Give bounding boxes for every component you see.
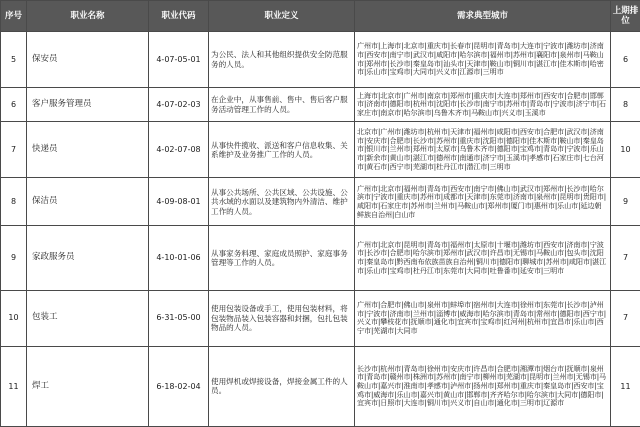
occupation-name: 焊工	[27, 346, 149, 426]
occupation-name: 包装工	[27, 290, 149, 346]
header-name: 职业名称	[27, 1, 149, 32]
table-row	[1, 88, 640, 122]
typical-cities: 广州市|合肥市|佛山市|泉州市|蚌埠市|宿州市|大连市|徐州市|东莞市|长沙市|泸州市|宁波市|济南市|兰州市|淄博市|威海市|哈尔滨市|青岛市|常州市|德阳市|西宁市|兴义市|攀枝花市|抚顺市|通化市|宜宾市|宝鸡市|红河州|杭州市|宜昌市|乐山市|西宁市|芜湖市|大同市	[355, 290, 611, 346]
row-no: 8	[1, 178, 27, 226]
previous-rank: 8	[611, 88, 640, 122]
header-row	[1, 1, 640, 32]
row-no: 5	[1, 32, 27, 88]
typical-cities: 广州市|上海市|北京市|重庆市|长春市|昆明市|青岛市|大连市|宁波市|潍坊市|济南市|西安市|南宁市|武汉市|咸阳市|哈尔滨市|福州市|苏州市|襄阳市|泉州市|马鞍山市|郑州市|长沙市|秦皇岛市|汕头市|天津市|鞍山市|铜川市|湛江市|佳木斯市|哈密市|乐山市|宝鸡市|大同市|兴义市|江源市|三明市	[355, 32, 611, 88]
row-no: 9	[1, 226, 27, 290]
occupation-name: 客户服务管理员	[27, 88, 149, 122]
occupation-code: 4-10-01-06	[149, 226, 209, 290]
table-row	[1, 290, 640, 346]
header-cities: 需求典型城市	[355, 1, 611, 32]
previous-rank: 7	[611, 226, 640, 290]
occupation-code: 4-07-02-03	[149, 88, 209, 122]
typical-cities: 上海市|北京市|广州市|南京市|郑州市|重庆市|大连市|郑州市|西安市|合肥市|邯郸市|济南市|德阳市|杭州市|沈阳市|长沙市|南宁市|苏州市|青岛市|宁波市|济宁市|石家庄市|南京市|哈尔滨市|乌鲁木齐市|马鞍山市|兴义市|玉溪市	[355, 88, 611, 122]
occupation-definition: 从事公共场所、公共区域、公共设施、公共水域的水面以及建筑物内外清洁、维护工作的人员。	[209, 178, 355, 226]
occupation-definition: 为公民、法人和其他组织提供安全防范服务的人员。	[209, 32, 355, 88]
typical-cities: 长沙市|杭州市|青岛市|徐州市|安庆市|许昌市|合肥市|湘潭市|烟台市|抚顺市|泉州市|青岛市|赣州市|株洲市|苏州市|南宁市|柳州市|芜湖市|昆明市|兰州市|无锡市|马鞍山市|嘉兴市|淮南市|孝感市|泸州市|扬州市|郑州市|重庆市|秦皇岛市|西安市|宝鸡市|威海市|乐山市|嘉兴市|黄山市|邯郸市|齐齐哈尔市|哈尔滨市|大同市|德阳市|宜宾市|日照市|大连市|铜川市|兴义市|自山市|通化市|三明市|辽源市	[355, 346, 611, 426]
occupation-code: 4-09-08-01	[149, 178, 209, 226]
occupation-name: 快递员	[27, 122, 149, 178]
table-row	[1, 178, 640, 226]
typical-cities: 广州市|北京市|福州市|青岛市|西安市|南宁市|佛山市|武汉市|郑州市|长沙市|哈尔滨市|宁波市|重庆市|苏州市|成都市|天津市|东莞市|济南市|泉州市|昆明市|贵阳市|咸阳市|石家庄市|苏州市|兰州市|马鞍山市|郑州市|厦门市|惠州市|乐山市|延边朝鲜族自治州|白山市	[355, 178, 611, 226]
occupation-code: 4-07-05-01	[149, 32, 209, 88]
occupation-name: 保洁员	[27, 178, 149, 226]
row-no: 7	[1, 122, 27, 178]
header-no: 序号	[1, 1, 27, 32]
occupation-definition: 使用焊机或焊接设备，焊接金属工件的人员。	[209, 346, 355, 426]
occupation-definition: 从事家务料理、家庭成员照护、家庭事务管理等工作的人员。	[209, 226, 355, 290]
previous-rank: 9	[611, 178, 640, 226]
typical-cities: 北京市|广州市|潍坊市|杭州市|天津市|福州市|咸阳市|西安市|合肥市|武汉市|济南市|安庆市|合肥市|长沙市|苏州市|重庆市|沈阳市|德阳市|佳木斯市|鞍山市|秦皇岛市|银川市|兰州市|郑州市|太原市|乌鲁木齐市|德阳市|宝鸡市|青岛市|宁波市|乐山市|新余市|黄山市|湛江市|德州市|南通市|济宁市|玉溪市|孝感市|石家庄市|七台河市|黄石市|西宁市|芜湖市|杜丹江市|潜江市|三明市	[355, 122, 611, 178]
header-definition: 职业定义	[209, 1, 355, 32]
table-row	[1, 32, 640, 88]
occupation-code: 6-18-02-04	[149, 346, 209, 426]
row-no: 10	[1, 290, 27, 346]
table-row	[1, 346, 640, 426]
row-no: 11	[1, 346, 27, 426]
header-code: 职业代码	[149, 1, 209, 32]
previous-rank: 11	[611, 346, 640, 426]
header-prev-rank: 上期排位	[611, 1, 640, 32]
previous-rank: 6	[611, 32, 640, 88]
previous-rank: 7	[611, 290, 640, 346]
row-no: 6	[1, 88, 27, 122]
occupation-name: 保安员	[27, 32, 149, 88]
occupation-name: 家政服务员	[27, 226, 149, 290]
typical-cities: 广州市|北京市|昆明市|青岛市|福州市|太原市|十堰市|潍坊市|西安市|济南市|宁波市|长沙市|合肥市|哈尔滨市|郑州市|武汉市|许昌市|无锡市|马鞍山市|包头市|沈阳市|秦皇岛市|黔西南布依族苗族自治州|铜川市|德阳市|聊城市|苏州市|咸阳市|湛江市|乐山市|宝鸡市|杜丹江市|东莞市|大同市|吐鲁番市|延安市|三明市	[355, 226, 611, 290]
previous-rank: 10	[611, 122, 640, 178]
occupation-definition: 使用包装设备或手工，使用包装材料，将包装物品装入包装容器和封捆，包扎包装物品的人员。	[209, 290, 355, 346]
table-row	[1, 122, 640, 178]
occupation-definition: 在企业中，从事售前、售中、售后客户服务活动管理工作的人员。	[209, 88, 355, 122]
occupation-definition: 从事快件揽收、派送和客户信息收集、关系维护及业务推广工作的人员。	[209, 122, 355, 178]
occupation-code: 4-02-07-08	[149, 122, 209, 178]
occupation-code: 6-31-05-00	[149, 290, 209, 346]
table-row	[1, 226, 640, 290]
